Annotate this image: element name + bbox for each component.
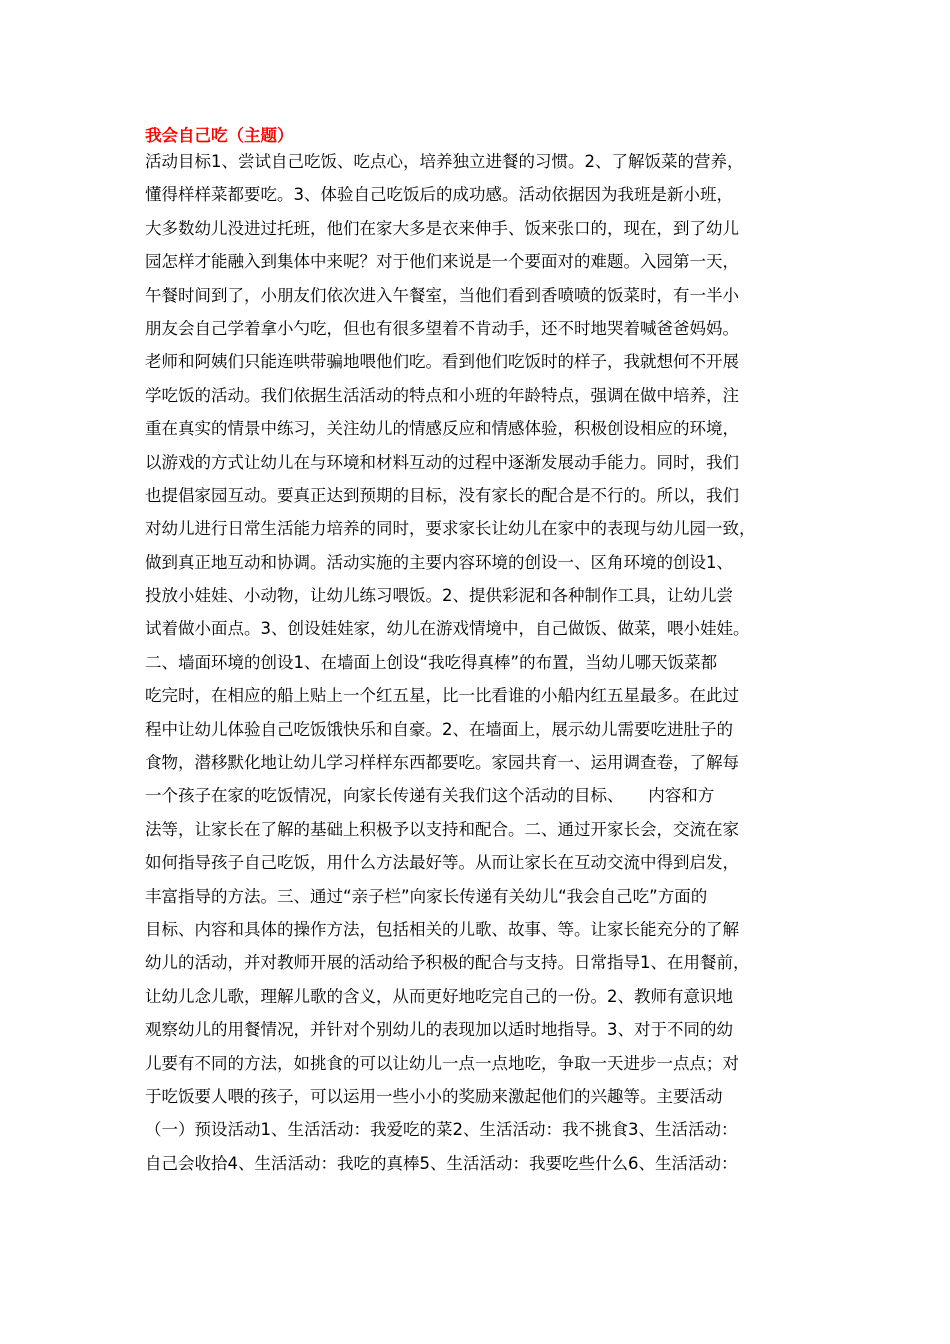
- text-line: 也提倡家园互动。要真正达到预期的目标，没有家长的配合是不行的。所以，我们: [145, 485, 739, 505]
- text-line: 吃完时，在相应的船上贴上一个红五星，比一比看谁的小船内红五星最多。在此过: [145, 686, 739, 706]
- text-line: 丰富指导的方法。三、通过“亲子栏”向家长传递有关幼儿“我会自己吃”方面的: [145, 886, 708, 906]
- text-line: 一个孩子在家的吃饭情况，向家长传递有关我们这个活动的目标、 内容和方: [145, 786, 715, 806]
- text-line: 午餐时间到了，小朋友们依次进入午餐室，当他们看到香喷喷的饭菜时，有一半小: [145, 285, 739, 305]
- text-line: （一）预设活动1、生活活动：我爱吃的菜2、生活活动：我不挑食3、生活活动：: [145, 1120, 738, 1140]
- text-line: 做到真正地互动和协调。活动实施的主要内容环境的创设一、区角环境的创设1、: [145, 552, 733, 572]
- text-line: 自己会收拾4、生活活动：我吃的真棒5、生活活动：我要吃些什么6、生活活动：: [145, 1153, 738, 1173]
- text-line: 程中让幼儿体验自己吃饭饿快乐和自豪。2、在墙面上，展示幼儿需要吃进肚子的: [145, 719, 733, 739]
- text-line: 如何指导孩子自己吃饭，用什么方法最好等。从而让家长在互动交流中得到启发，: [145, 853, 739, 873]
- text-line: 让幼儿念儿歌，理解儿歌的含义，从而更好地吃完自己的一份。2、教师有意识地: [145, 986, 733, 1006]
- text-line: 食物，潜移默化地让幼儿学习样样东西都要吃。家园共育一、运用调查卷，了解每: [145, 753, 739, 773]
- text-line: 观察幼儿的用餐情况，并针对个别幼儿的表现加以适时地指导。3、对于不同的幼: [145, 1020, 733, 1040]
- text-line: 目标、内容和具体的操作方法，包括相关的儿歌、故事、等。让家长能充分的了解: [145, 919, 739, 939]
- text-line: 幼儿的活动，并对教师开展的活动给予积极的配合与支持。日常指导1、在用餐前，: [145, 953, 750, 973]
- text-line: 园怎样才能融入到集体中来呢？对于他们来说是一个要面对的难题。入园第一天，: [145, 252, 739, 272]
- text-line: 于吃饭要人喂的孩子，可以运用一些小小的奖励来激起他们的兴趣等。主要活动: [145, 1086, 723, 1106]
- text-line: 活动目标1、尝试自己吃饭、吃点心，培养独立进餐的习惯。2、了解饭菜的营养，: [145, 152, 744, 171]
- text-line: 重在真实的情景中练习，关注幼儿的情感反应和情感体验，积极创设相应的环境，: [145, 419, 739, 439]
- text-line: 老师和阿姨们只能连哄带骗地喂他们吃。看到他们吃饭时的样子，我就想何不开展: [145, 352, 739, 372]
- text-line: 大多数幼儿没进过托班，他们在家大多是衣来伸手、饭来张口的，现在，到了幼儿: [145, 218, 739, 238]
- text-line: 学吃饭的活动。我们依据生活活动的特点和小班的年龄特点，强调在做中培养，注: [145, 385, 739, 405]
- text-line: 法等，让家长在了解的基础上积极予以支持和配合。二、通过开家长会，交流在家: [145, 819, 739, 839]
- document-title: 我会自己吃（主题）: [145, 126, 294, 145]
- document-body: [145, 150, 815, 1185]
- text-line: 投放小娃娃、小动物，让幼儿练习喂饭。2、提供彩泥和各种制作工具，让幼儿尝: [145, 586, 733, 606]
- text-line: 朋友会自己学着拿小勺吃，但也有很多望着不肯动手，还不时地哭着喊爸爸妈妈。: [145, 318, 739, 338]
- text-line: 懂得样样菜都要吃。3、体验自己吃饭后的成功感。活动依据因为我班是新小班，: [145, 185, 733, 205]
- text-line: 二、墙面环境的创设1、在墙面上创设“我吃得真棒”的布置，当幼儿哪天饭菜都: [145, 652, 718, 672]
- text-line: 以游戏的方式让幼儿在与环境和材料互动的过程中逐渐发展动手能力。同时，我们: [145, 452, 739, 472]
- text-line: 对幼儿进行日常生活能力培养的同时，要求家长让幼儿在家中的表现与幼儿园一致，: [145, 519, 756, 539]
- text-line: 试着做小面点。3、创设娃娃家，幼儿在游戏情境中，自己做饭、做菜，喂小娃娃。: [145, 619, 750, 639]
- text-line: 儿要有不同的方法，如挑食的可以让幼儿一点一点地吃，争取一天进步一点点；对: [145, 1053, 739, 1073]
